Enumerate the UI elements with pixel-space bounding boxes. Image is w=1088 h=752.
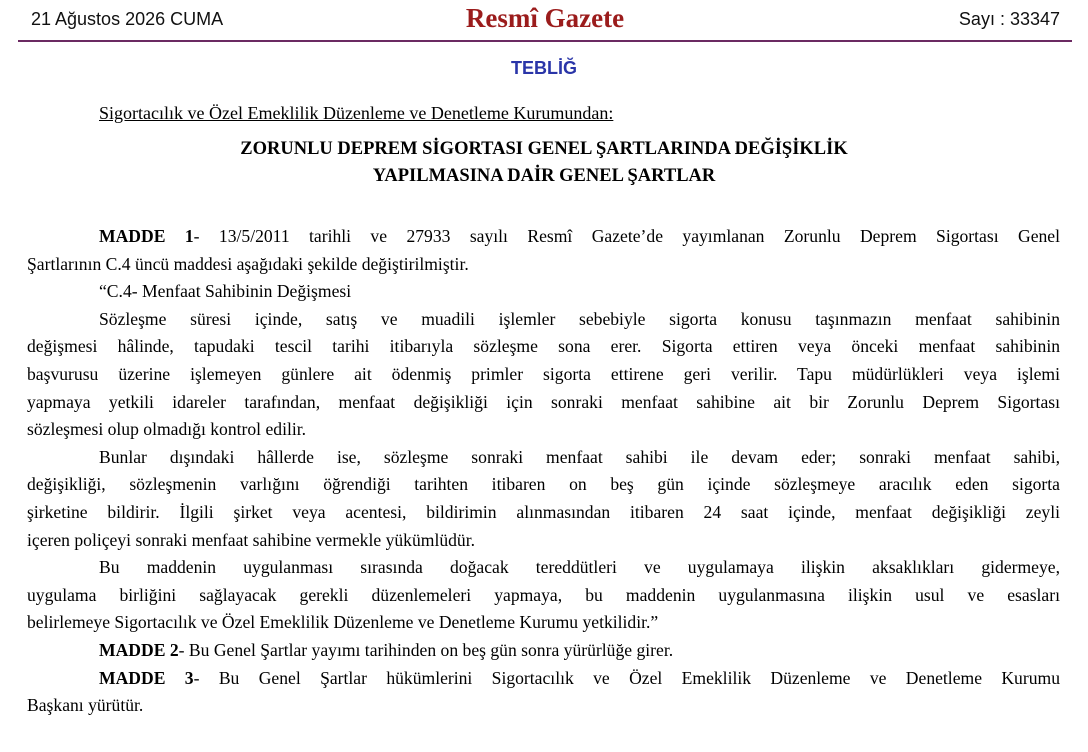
paragraph-line: içeren poliçeyi sonraki menfaat sahibine vermekle yükümlüdür. bbox=[27, 529, 476, 550]
article-3-label: MADDE 3 bbox=[99, 667, 194, 688]
article-2-text: - Bu Genel Şartlar yayımı tarihinden on beş gün sonra yürürlüğe girer. bbox=[178, 639, 674, 660]
paragraph-line: Bunlar dışındaki hâllerde ise, sözleşme sonraki menfaat sahibi ile devam eder; sonraki menfaat sahibi, bbox=[99, 446, 1060, 467]
paragraph-line: sözleşmesi olup olmadığı kontrol edilir. bbox=[27, 419, 307, 440]
paragraph-line: değişikliği, sözleşmenin varlığını öğrendiği tarihten itibaren on beş gün içinde sözleşmeye aracılık eden sigorta bbox=[27, 474, 1060, 495]
article-1-label: MADDE 1 bbox=[99, 226, 194, 246]
section-label: TEBLİĞ bbox=[511, 58, 577, 78]
document-title-line: YAPILMASINA DAİR GENEL ŞARTLAR bbox=[372, 166, 716, 186]
paragraph-line: Sözleşme süresi içinde, satış ve muadili işlemler sebebiyle sigorta konusu taşınmazın menfaat sahibinin bbox=[99, 308, 1060, 329]
issuing-authority: Sigortacılık ve Özel Emeklilik Düzenleme ve Denetleme Kurumundan: bbox=[99, 103, 614, 123]
document-title-line: ZORUNLU DEPREM SİGORTASI GENEL ŞARTLARINDA DEĞİŞİKLİK bbox=[240, 139, 848, 159]
paragraph-line: Bu maddenin uygulanması sırasında doğacak tereddütleri ve uygulamaya ilişkin aksaklıkları gidermeye, bbox=[99, 557, 1060, 578]
article-1-text: - 13/5/2011 tarihli ve 27933 sayılı Resmî Gazete’de yayımlanan Zorunlu Deprem Sigortası Genel bbox=[193, 226, 1060, 246]
article-3-text: - Bu Genel Şartlar hükümlerini Sigortacılık ve Özel Emeklilik Düzenleme ve Denetleme Kurumu bbox=[193, 667, 1060, 688]
c4-heading: “C.4- Menfaat Sahibinin Değişmesi bbox=[99, 281, 352, 302]
article-2-label: MADDE 2 bbox=[99, 639, 179, 660]
article-3-line: Başkanı yürütür. bbox=[27, 695, 144, 716]
paragraph-line: başvurusu üzerine işlemeyen günlere ait ödenmiş primler sigorta ettirene geri verilir. Tapu müdürlükleri veya işlemi bbox=[27, 363, 1060, 384]
paragraph-line: uygulama birliğini sağlayacak gerekli düzenlemeleri yapmaya, bu maddenin uygulanmasına ilişkin usul ve esasları bbox=[27, 584, 1060, 605]
article-1-line: Şartlarının C.4 üncü maddesi aşağıdaki şekilde değiştirilmiştir. bbox=[27, 253, 469, 274]
gazette-title: Resmî Gazete bbox=[465, 3, 625, 33]
article-3-line bbox=[27, 665, 1060, 693]
article-2-line bbox=[27, 637, 1060, 665]
publication-date: 21 Ağustos 2026 CUMA bbox=[31, 9, 224, 29]
paragraph-line: değişmesi hâlinde, tapudaki tescil tarihi itibarıyla sözleşme sona erer. Sigorta ettiren veya önceki menfaat sahibinin bbox=[27, 336, 1060, 357]
paragraph-line: belirlemeye Sigortacılık ve Özel Emeklilik Düzenleme ve Denetleme Kurumu yetkilidir.” bbox=[27, 612, 659, 633]
issue-number: Sayı : 33347 bbox=[958, 9, 1060, 29]
document-body bbox=[27, 223, 1060, 720]
paragraph-line: yapmaya yetkili idareler tarafından, menfaat değişikliği için sonraki menfaat sahibine ait bir Zorunlu Deprem Sigortası bbox=[27, 391, 1060, 412]
document-title bbox=[0, 136, 1088, 190]
article-1-line bbox=[27, 223, 1060, 251]
masthead bbox=[18, 0, 1072, 42]
paragraph-line: şirketine bildirir. İlgili şirket veya acentesi, bildirimin alınmasından itibaren 24 saat içinde, menfaat değişikliği zeyli bbox=[27, 501, 1060, 522]
